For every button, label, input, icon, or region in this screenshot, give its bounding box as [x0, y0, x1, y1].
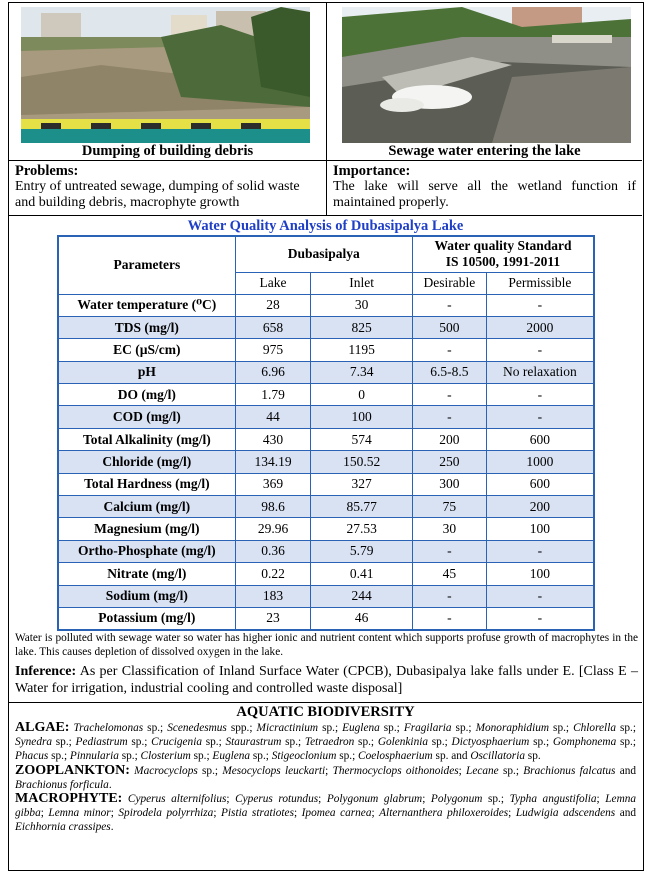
table-row: [58, 361, 594, 383]
table-row: [58, 384, 594, 406]
cell-lake: 28: [235, 294, 311, 316]
photo-caption-debris: Dumping of building debris: [81, 143, 254, 159]
cell-parameter: Ortho-Phosphate (mg/l): [58, 540, 235, 562]
cell-lake: 1.79: [235, 384, 311, 406]
cell-permissible: -: [486, 339, 594, 361]
table-row: [58, 451, 594, 473]
photo-building-debris: [21, 7, 310, 143]
cell-inlet: 327: [311, 473, 413, 495]
algae-label: ALGAE:: [15, 720, 70, 735]
photo-sewage-inlet: [342, 7, 631, 143]
cell-parameter: Water temperature (⁰C): [58, 294, 235, 316]
cell-inlet: 100: [311, 406, 413, 428]
cell-inlet: 244: [311, 585, 413, 607]
problems-title: Problems:: [15, 163, 79, 179]
table-row: [58, 339, 594, 361]
table-row: [58, 585, 594, 607]
pollution-note: Water is polluted with sewage water so water has higher ionic and nutrient content which supports profuse growth of macrophytes in the lake. This causes depletion of dissolved oxygen in the lake.: [15, 632, 638, 658]
cell-desirable: -: [412, 607, 486, 629]
zooplankton-list: Macrocyclops sp.; Mesocyclops leuckarti; Thermocyclops oithonoides; Lecane sp.; Brachionus falcatus and Brachionus forficula.: [15, 764, 637, 791]
cell-parameter: EC (µS/cm): [58, 339, 235, 361]
info-row: [9, 161, 642, 216]
header-inlet: Inlet: [311, 272, 413, 294]
cell-desirable: 45: [412, 563, 486, 585]
inference: [15, 663, 638, 697]
cell-inlet: 574: [311, 428, 413, 450]
cell-desirable: 500: [412, 316, 486, 338]
macrophyte-list: Cyperus alternifolius; Cyperus rotundus; Polygonum glabrum; Polygonum sp.; Typha angustifolia; Lemna gibba; Lemna minor; Spirodela polyrrhiza; Pistia stratiotes; Ipomea carnea; Alternanthera philoxeroides; Ludwigia adscendens and Eichhornia crassipes.: [15, 793, 637, 834]
cell-desirable: 6.5-8.5: [412, 361, 486, 383]
cell-inlet: 7.34: [311, 361, 413, 383]
cell-lake: 369: [235, 473, 311, 495]
biodiversity-title: AQUATIC BIODIVERSITY: [236, 704, 415, 720]
macrophyte-paragraph: [9, 792, 642, 835]
cell-permissible: 100: [486, 563, 594, 585]
cell-lake: 98.6: [235, 496, 311, 518]
cell-permissible: -: [486, 540, 594, 562]
page: [8, 2, 644, 871]
zooplankton-label: ZOOPLANKTON:: [15, 762, 130, 778]
cell-parameter: Total Alkalinity (mg/l): [58, 428, 235, 450]
cell-desirable: -: [412, 406, 486, 428]
cell-inlet: 5.79: [311, 540, 413, 562]
table-row: [58, 518, 594, 540]
cell-parameter: Magnesium (mg/l): [58, 518, 235, 540]
header-parameters: Parameters: [58, 236, 235, 294]
cell-inlet: 30: [311, 294, 413, 316]
photo-row: [9, 3, 642, 161]
cell-lake: 44: [235, 406, 311, 428]
table-row: [58, 607, 594, 629]
cell-parameter: Sodium (mg/l): [58, 585, 235, 607]
cell-permissible: 2000: [486, 316, 594, 338]
header-standard: [412, 236, 594, 272]
header-permissible: Permissible: [486, 272, 594, 294]
zooplankton-paragraph: [9, 764, 642, 792]
cell-permissible: -: [486, 585, 594, 607]
cell-lake: 658: [235, 316, 311, 338]
macrophyte-label: MACROPHYTE:: [15, 791, 123, 807]
photo-caption-sewage: Sewage water entering the lake: [388, 143, 581, 159]
cell-lake: 23: [235, 607, 311, 629]
inference-text: As per Classification of Inland Surface Water (CPCB), Dubasipalya lake falls under E. [Class E – Water for irrigation, industrial cooling and controlled waste disposal]: [15, 664, 638, 696]
table-row: [58, 406, 594, 428]
cell-parameter: Chloride (mg/l): [58, 451, 235, 473]
header-lake: Lake: [235, 272, 311, 294]
cell-desirable: -: [412, 585, 486, 607]
cell-parameter: COD (mg/l): [58, 406, 235, 428]
cell-inlet: 0: [311, 384, 413, 406]
cell-parameter: Potassium (mg/l): [58, 607, 235, 629]
cell-permissible: No relaxation: [486, 361, 594, 383]
cell-desirable: -: [412, 384, 486, 406]
problems-text: Entry of untreated sewage, dumping of solid waste and building debris, macrophyte growth: [15, 179, 300, 210]
cell-lake: 975: [235, 339, 311, 361]
importance-title: Importance:: [333, 163, 411, 179]
cell-desirable: 250: [412, 451, 486, 473]
table-row: [58, 496, 594, 518]
cell-inlet: 27.53: [311, 518, 413, 540]
cell-inlet: 825: [311, 316, 413, 338]
cell-permissible: -: [486, 607, 594, 629]
cell-lake: 134.19: [235, 451, 311, 473]
header-site: Dubasipalya: [235, 236, 412, 272]
table-row: [58, 473, 594, 495]
cell-desirable: 300: [412, 473, 486, 495]
cell-desirable: -: [412, 294, 486, 316]
cell-lake: 0.22: [235, 563, 311, 585]
cell-permissible: -: [486, 294, 594, 316]
cell-desirable: 30: [412, 518, 486, 540]
table-row: [58, 316, 594, 338]
photo-cell-sewage: [327, 3, 642, 161]
cell-desirable: -: [412, 540, 486, 562]
importance-section: [327, 161, 642, 216]
cell-permissible: 1000: [486, 451, 594, 473]
cell-permissible: 600: [486, 428, 594, 450]
water-quality-body: [58, 294, 594, 630]
cell-parameter: pH: [58, 361, 235, 383]
cell-permissible: 200: [486, 496, 594, 518]
cell-permissible: 100: [486, 518, 594, 540]
cell-parameter: Calcium (mg/l): [58, 496, 235, 518]
cell-desirable: 75: [412, 496, 486, 518]
cell-lake: 6.96: [235, 361, 311, 383]
problems-section: [9, 161, 327, 216]
cell-lake: 0.36: [235, 540, 311, 562]
cell-inlet: 1195: [311, 339, 413, 361]
cell-permissible: -: [486, 406, 594, 428]
water-quality-table: [57, 235, 595, 631]
header-standard-line2: IS 10500, 1991-2011: [445, 254, 561, 270]
cell-parameter: DO (mg/l): [58, 384, 235, 406]
biodiversity-section: [9, 702, 642, 835]
cell-lake: 183: [235, 585, 311, 607]
header-standard-line1: Water quality Standard: [434, 238, 572, 254]
cell-parameter: TDS (mg/l): [58, 316, 235, 338]
table-row: [58, 428, 594, 450]
cell-inlet: 150.52: [311, 451, 413, 473]
header-desirable: Desirable: [412, 272, 486, 294]
cell-parameter: Total Hardness (mg/l): [58, 473, 235, 495]
cell-desirable: 200: [412, 428, 486, 450]
cell-inlet: 46: [311, 607, 413, 629]
importance-text: The lake will serve all the wetland function if maintained properly.: [333, 179, 636, 210]
cell-parameter: Nitrate (mg/l): [58, 563, 235, 585]
cell-inlet: 0.41: [311, 563, 413, 585]
cell-desirable: -: [412, 339, 486, 361]
cell-lake: 29.96: [235, 518, 311, 540]
photo-cell-debris: [9, 3, 327, 161]
table-row: [58, 540, 594, 562]
cell-lake: 430: [235, 428, 311, 450]
cell-inlet: 85.77: [311, 496, 413, 518]
cell-permissible: 600: [486, 473, 594, 495]
algae-list: Trachelomonas sp.; Scenedesmus spp.; Micractinium sp.; Euglena sp.; Fragilaria sp.; Monoraphidium sp.; Chlorella sp.; Synedra sp.; Pediastrum sp.; Crucigenia sp.; Staurastrum sp.; Tetraedron sp.; Golenkinia sp.; Dictyosphaerium sp.; Gomphonema sp.; Phacus sp.; Pinnularia sp.; Closterium sp.; Euglena sp.; Stigeoclonium sp.; Coelosphaerium sp. and Oscillatoria sp.: [15, 722, 637, 763]
table-row: [58, 563, 594, 585]
table-row: [58, 294, 594, 316]
water-quality-title: Water Quality Analysis of Dubasipalya Lake: [187, 218, 464, 234]
algae-paragraph: [9, 721, 642, 764]
cell-permissible: -: [486, 384, 594, 406]
inference-label: Inference:: [15, 664, 77, 679]
